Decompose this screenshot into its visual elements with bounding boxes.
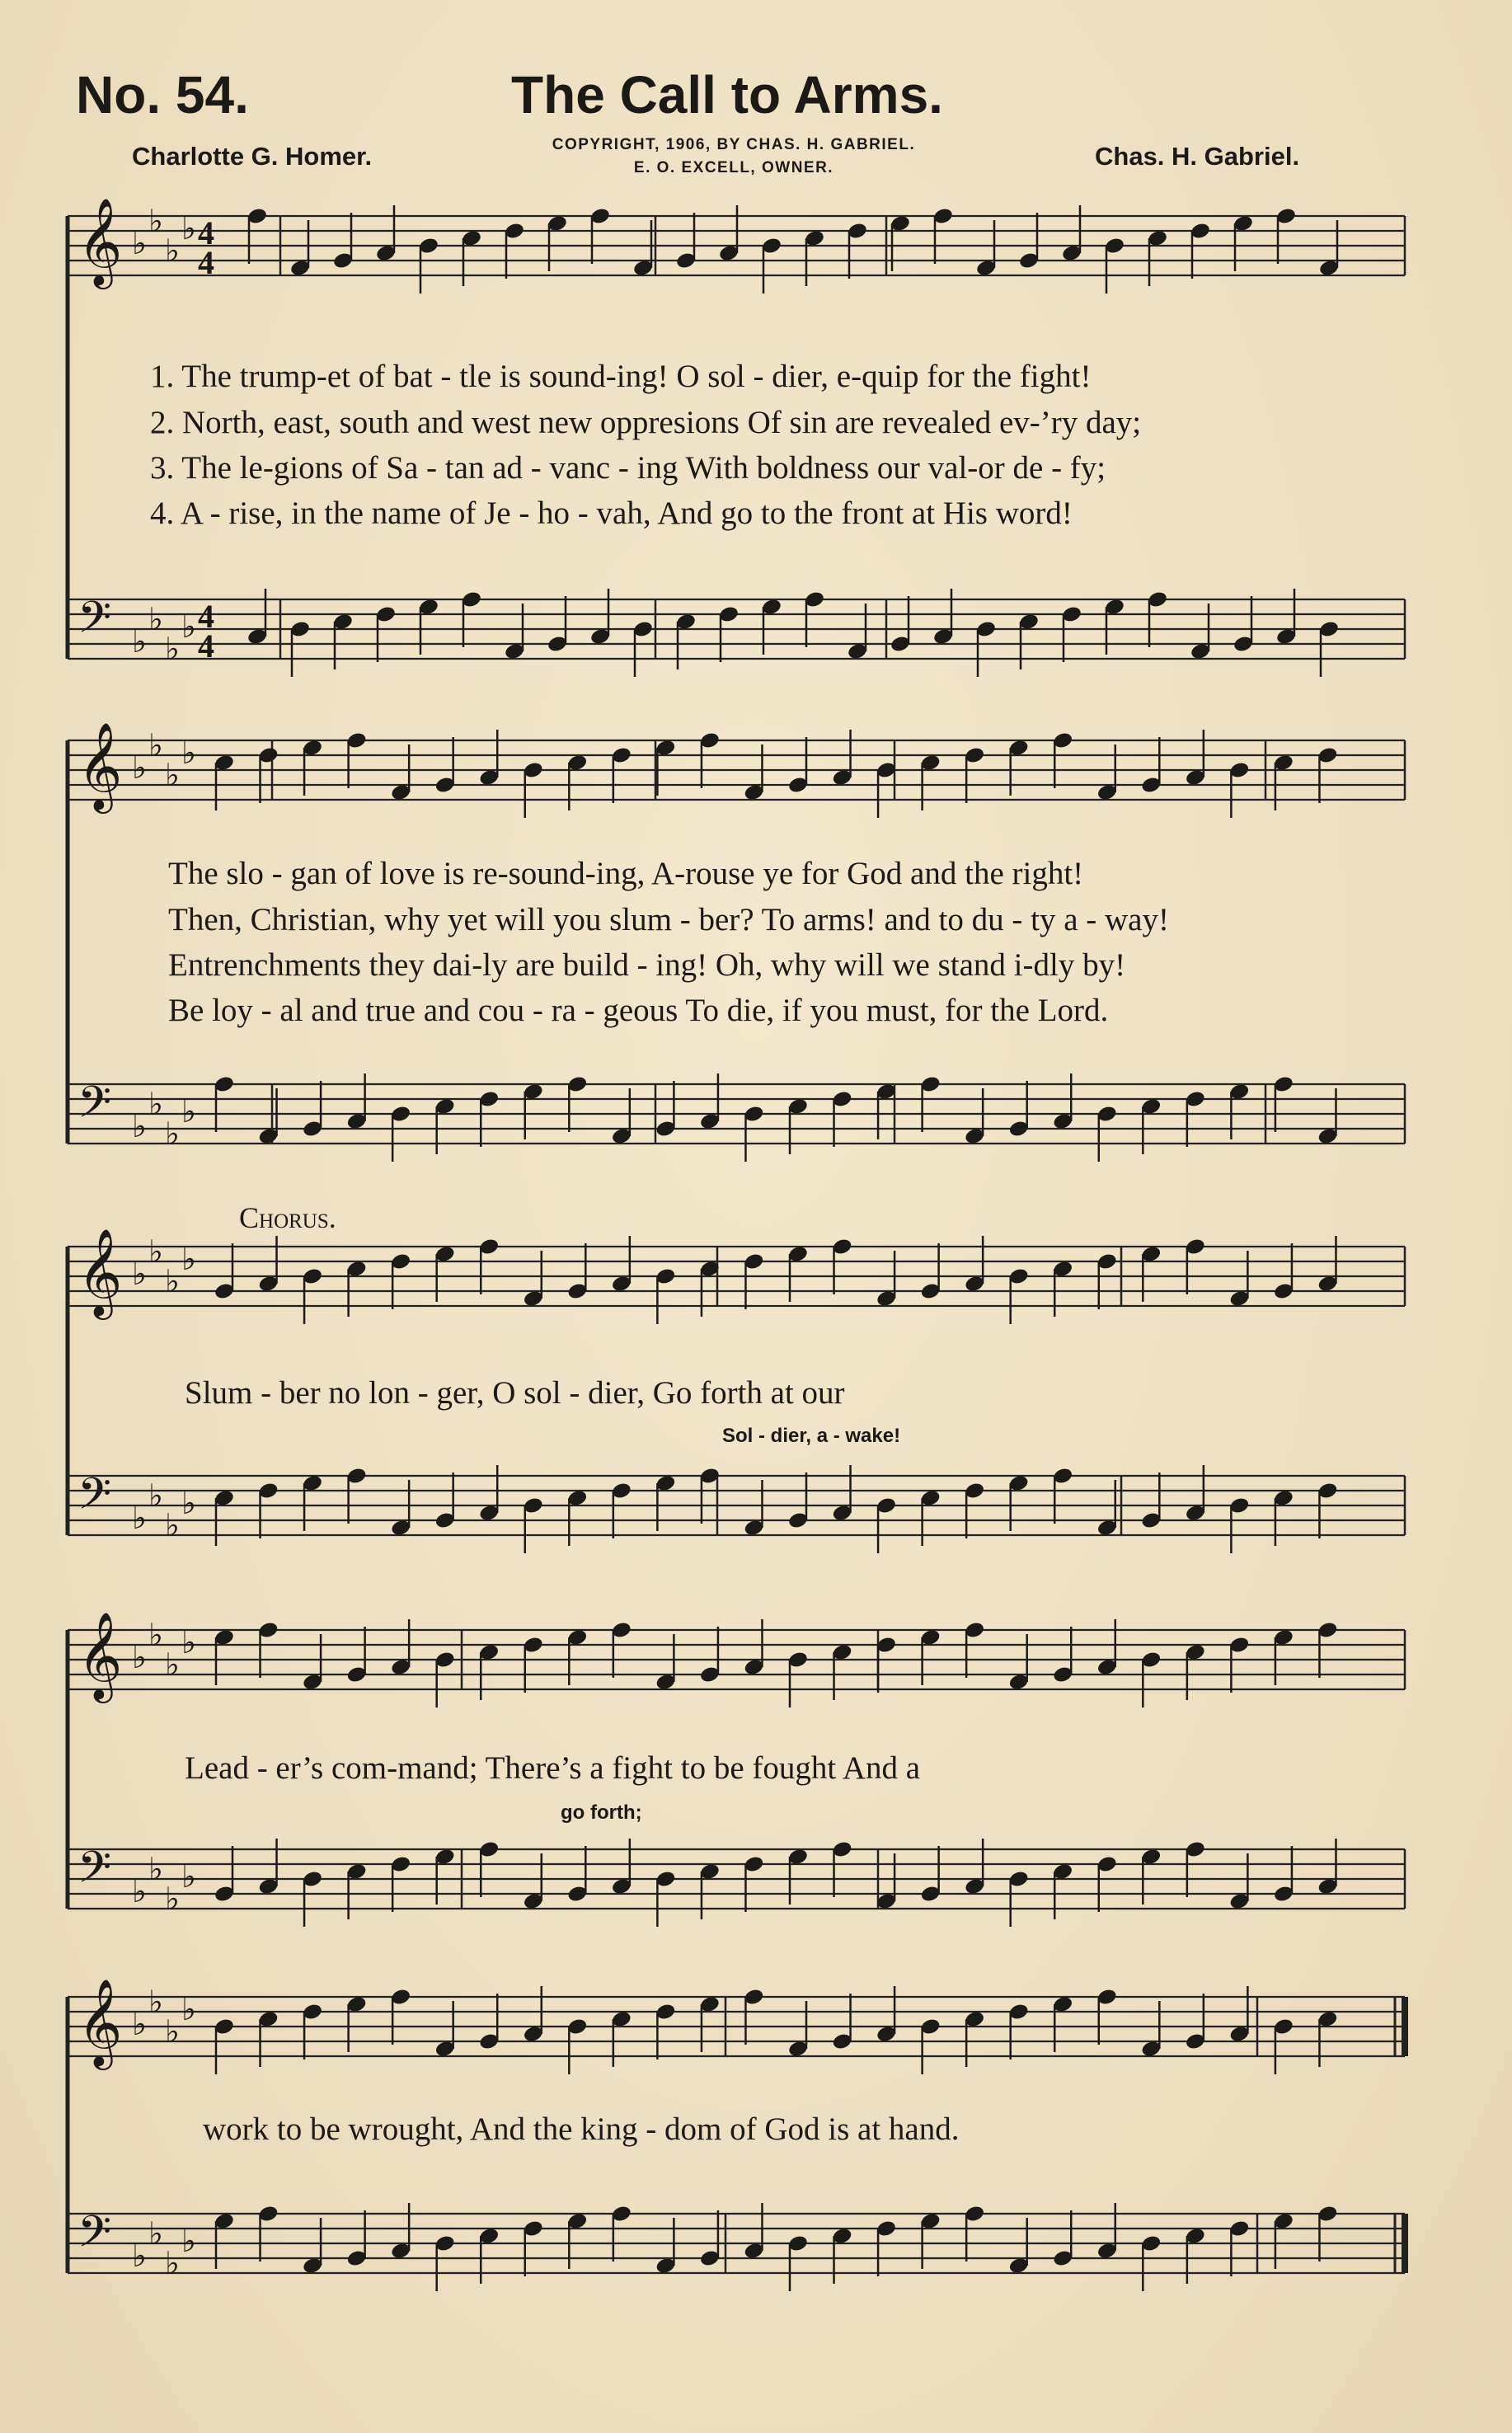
- bass-clef-icon: 𝄢: [77, 1843, 112, 1904]
- verse-2-line-1: 2. North, east, south and west new oppresions Of sin are revealed ev-’ry day;: [150, 405, 1142, 440]
- flat-icon: ♭: [148, 1233, 163, 1270]
- flat-icon: ♭: [181, 1624, 196, 1660]
- flat-icon: ♭: [165, 2245, 180, 2281]
- flat-icon: ♭: [148, 1617, 163, 1653]
- treble-clef-icon: 𝄞: [77, 1228, 123, 1316]
- time-signature: 4: [198, 244, 214, 281]
- copyright-line-2: E. O. EXCELL, OWNER.: [633, 159, 834, 176]
- verse-2-line-2: Then, Christian, why yet will you slum - ber? To arms! and to du - ty a - way!: [168, 902, 1169, 937]
- flat-icon: ♭: [165, 1646, 180, 1683]
- flat-icon: ♭: [181, 1093, 196, 1130]
- verse-3-line-2: Entrenchments they dai-ly are build - ing! Oh, why will we stand i-dly by!: [168, 947, 1126, 983]
- flat-icon: ♭: [181, 608, 196, 645]
- treble-clef-icon: 𝄞: [77, 721, 123, 810]
- treble-clef-icon: 𝄞: [77, 197, 123, 285]
- flat-icon: ♭: [165, 1263, 180, 1299]
- flat-icon: ♭: [165, 631, 180, 667]
- time-signature: 4: [198, 627, 214, 665]
- time-signature: 4: [198, 214, 214, 251]
- composer-credit: Chas. H. Gabriel.: [1095, 142, 1300, 171]
- flat-icon: ♭: [132, 1639, 147, 1675]
- flat-icon: ♭: [165, 232, 180, 269]
- flat-icon: ♭: [148, 727, 163, 763]
- verse-4-line-2: Be loy - al and true and cou - ra - geous To die, if you must, for the Lord.: [168, 993, 1109, 1028]
- flat-icon: ♭: [132, 623, 147, 660]
- treble-clef-icon: 𝄞: [77, 1978, 123, 2066]
- chorus-echo-1: Sol - dier, a - wake!: [722, 1425, 901, 1447]
- flat-icon: ♭: [181, 2223, 196, 2259]
- copyright-line-1: COPYRIGHT, 1906, BY CHAS. H. GABRIEL.: [552, 136, 916, 153]
- flat-icon: ♭: [148, 203, 163, 239]
- flat-icon: ♭: [132, 2006, 147, 2042]
- verse-3-line-1: 3. The le-gions of Sa - tan ad - vanc - ing With boldness our val-or de - fy;: [150, 450, 1106, 486]
- flat-icon: ♭: [181, 210, 196, 247]
- flat-icon: ♭: [181, 1858, 196, 1895]
- flat-icon: ♭: [148, 1477, 163, 1514]
- flat-icon: ♭: [132, 225, 147, 261]
- flat-icon: ♭: [132, 749, 147, 786]
- flat-icon: ♭: [181, 1241, 196, 1277]
- verse-4-line-1: 4. A - rise, in the name of Je - ho - vah, And go to the front at His word!: [150, 496, 1073, 531]
- chorus-line-1: Slum - ber no lon - ger, O sol - dier, Go forth at our: [185, 1375, 845, 1411]
- flat-icon: ♭: [132, 1256, 147, 1292]
- bass-clef-icon: 𝄢: [77, 1469, 112, 1530]
- flat-icon: ♭: [132, 1108, 147, 1144]
- flat-icon: ♭: [132, 1500, 147, 1536]
- hymn-title: The Call to Arms.: [511, 65, 943, 124]
- flat-icon: ♭: [165, 1116, 180, 1152]
- flat-icon: ♭: [148, 601, 163, 637]
- flat-icon: ♭: [181, 735, 196, 771]
- treble-clef-icon: 𝄞: [77, 1611, 123, 1699]
- flat-icon: ♭: [148, 1086, 163, 1122]
- flat-icon: ♭: [165, 2013, 180, 2050]
- chorus-echo-2: go forth;: [561, 1801, 642, 1824]
- flat-icon: ♭: [132, 1873, 147, 1909]
- flat-icon: ♭: [165, 757, 180, 793]
- flat-icon: ♭: [165, 1881, 180, 1917]
- flat-icon: ♭: [148, 1851, 163, 1887]
- flat-icon: ♭: [181, 1485, 196, 1521]
- bass-clef-icon: 𝄢: [77, 593, 112, 654]
- flat-icon: ♭: [181, 1991, 196, 2027]
- verse-1-line-1: 1. The trump-et of bat - tle is sound-ing! O sol - dier, e-quip for the fight!: [150, 359, 1092, 394]
- time-signature: 4: [198, 598, 214, 635]
- chorus-label: Chorus.: [239, 1201, 336, 1234]
- bass-clef-icon: 𝄢: [77, 1078, 112, 1139]
- chorus-line-3: work to be wrought, And the king - dom of God is at hand.: [203, 2111, 960, 2147]
- author-credit: Charlotte G. Homer.: [132, 142, 373, 171]
- flat-icon: ♭: [148, 1984, 163, 2020]
- bass-clef-icon: 𝄢: [77, 2207, 112, 2268]
- flat-icon: ♭: [165, 1507, 180, 1543]
- hymn-number: No. 54.: [76, 65, 249, 124]
- chorus-line-2: Lead - er’s com-mand; There’s a fight to be fought And a: [185, 1750, 921, 1786]
- verse-1-line-2: The slo - gan of love is re-sound-ing, A-rouse ye for God and the right!: [168, 856, 1084, 891]
- flat-icon: ♭: [132, 2238, 147, 2274]
- flat-icon: ♭: [148, 2215, 163, 2252]
